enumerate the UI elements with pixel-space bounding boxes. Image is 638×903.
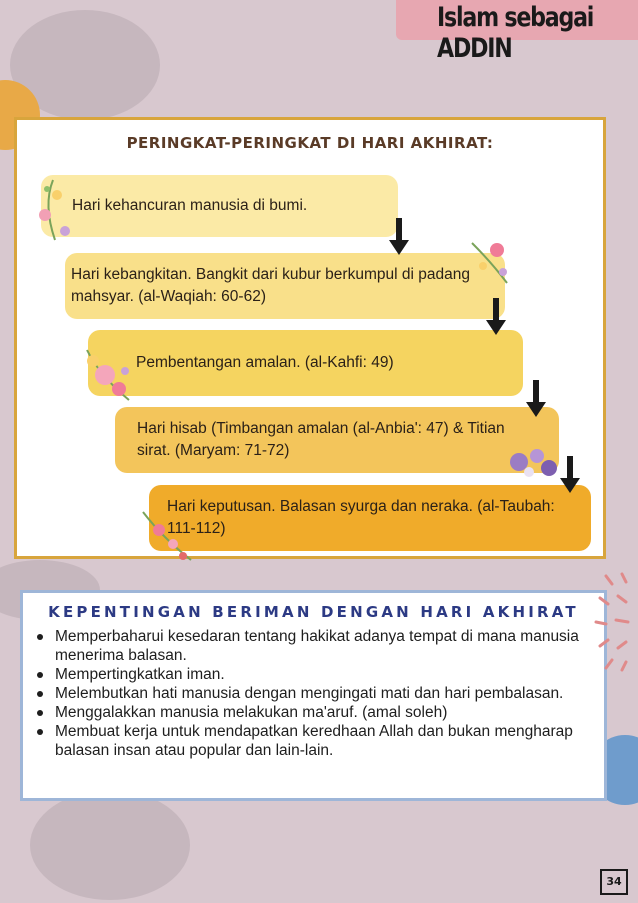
flower-decoration-icon [79, 345, 137, 407]
list-item: Melembutkan hati manusia dengan mengingati mati dan hari pembalasan. [33, 684, 584, 703]
importance-list [33, 627, 584, 760]
down-arrow-icon [485, 298, 507, 336]
stage-step-4 [115, 407, 559, 473]
bullet-icon [37, 672, 43, 678]
importance-title: KEPENTINGAN BERIMAN DENGAN HARI AKHIRAT [48, 603, 579, 621]
flower-decoration-icon [139, 508, 195, 564]
stage-step-2 [65, 253, 505, 319]
header-tag [396, 0, 638, 64]
flower-decoration-icon [505, 442, 565, 482]
stage-step-5 [149, 485, 591, 551]
stage-step-3 [88, 330, 523, 396]
paint-splatter-bottom-left [30, 790, 190, 900]
bullet-icon [37, 634, 43, 640]
down-arrow-icon [525, 380, 547, 418]
flower-decoration-icon [467, 238, 513, 288]
bullet-icon [37, 691, 43, 697]
stages-title: PERINGKAT-PERINGKAT DI HARI AKHIRAT: [126, 134, 494, 152]
stages-card [14, 117, 606, 559]
stage-step-2-text: Hari kebangkitan. Bangkit dari kubur berkumpul di padang mahsyar. (al-Waqiah: 60-62) [71, 266, 470, 305]
bullet-icon [37, 710, 43, 716]
page-title: Islam sebagai ADDIN [437, 2, 594, 64]
bullet-icon [37, 729, 43, 735]
list-item: Memperbaharui kesedaran tentang hakikat adanya tempat di mana manusia menerima balasan. [33, 627, 584, 665]
list-item: Membuat kerja untuk mendapatkan keredhaan Allah dan bukan mengharap balasan insan atau popular dan lain-lain. [33, 722, 584, 760]
stage-step-3-text: Pembentangan amalan. (al-Kahfi: 49) [136, 354, 394, 371]
stage-step-1-text: Hari kehancuran manusia di bumi. [72, 197, 308, 214]
list-item: Menggalakkan manusia melakukan ma'aruf. (amal soleh) [33, 703, 584, 722]
stage-step-5-text: Hari keputusan. Balasan syurga dan neraka. (al-Taubah: 111-112) [167, 498, 555, 537]
stage-step-1 [41, 175, 398, 237]
list-item: Mempertingkatkan iman. [33, 665, 584, 684]
down-arrow-icon [388, 218, 410, 256]
page-number: 34 [600, 869, 628, 895]
importance-card [20, 590, 607, 801]
stage-step-4-text: Hari hisab (Timbangan amalan (al-Anbia': 47) & Titian sirat. (Maryam: 71-72) [137, 420, 505, 459]
flower-decoration-icon [33, 175, 79, 245]
dash-rays-decoration [592, 570, 638, 680]
